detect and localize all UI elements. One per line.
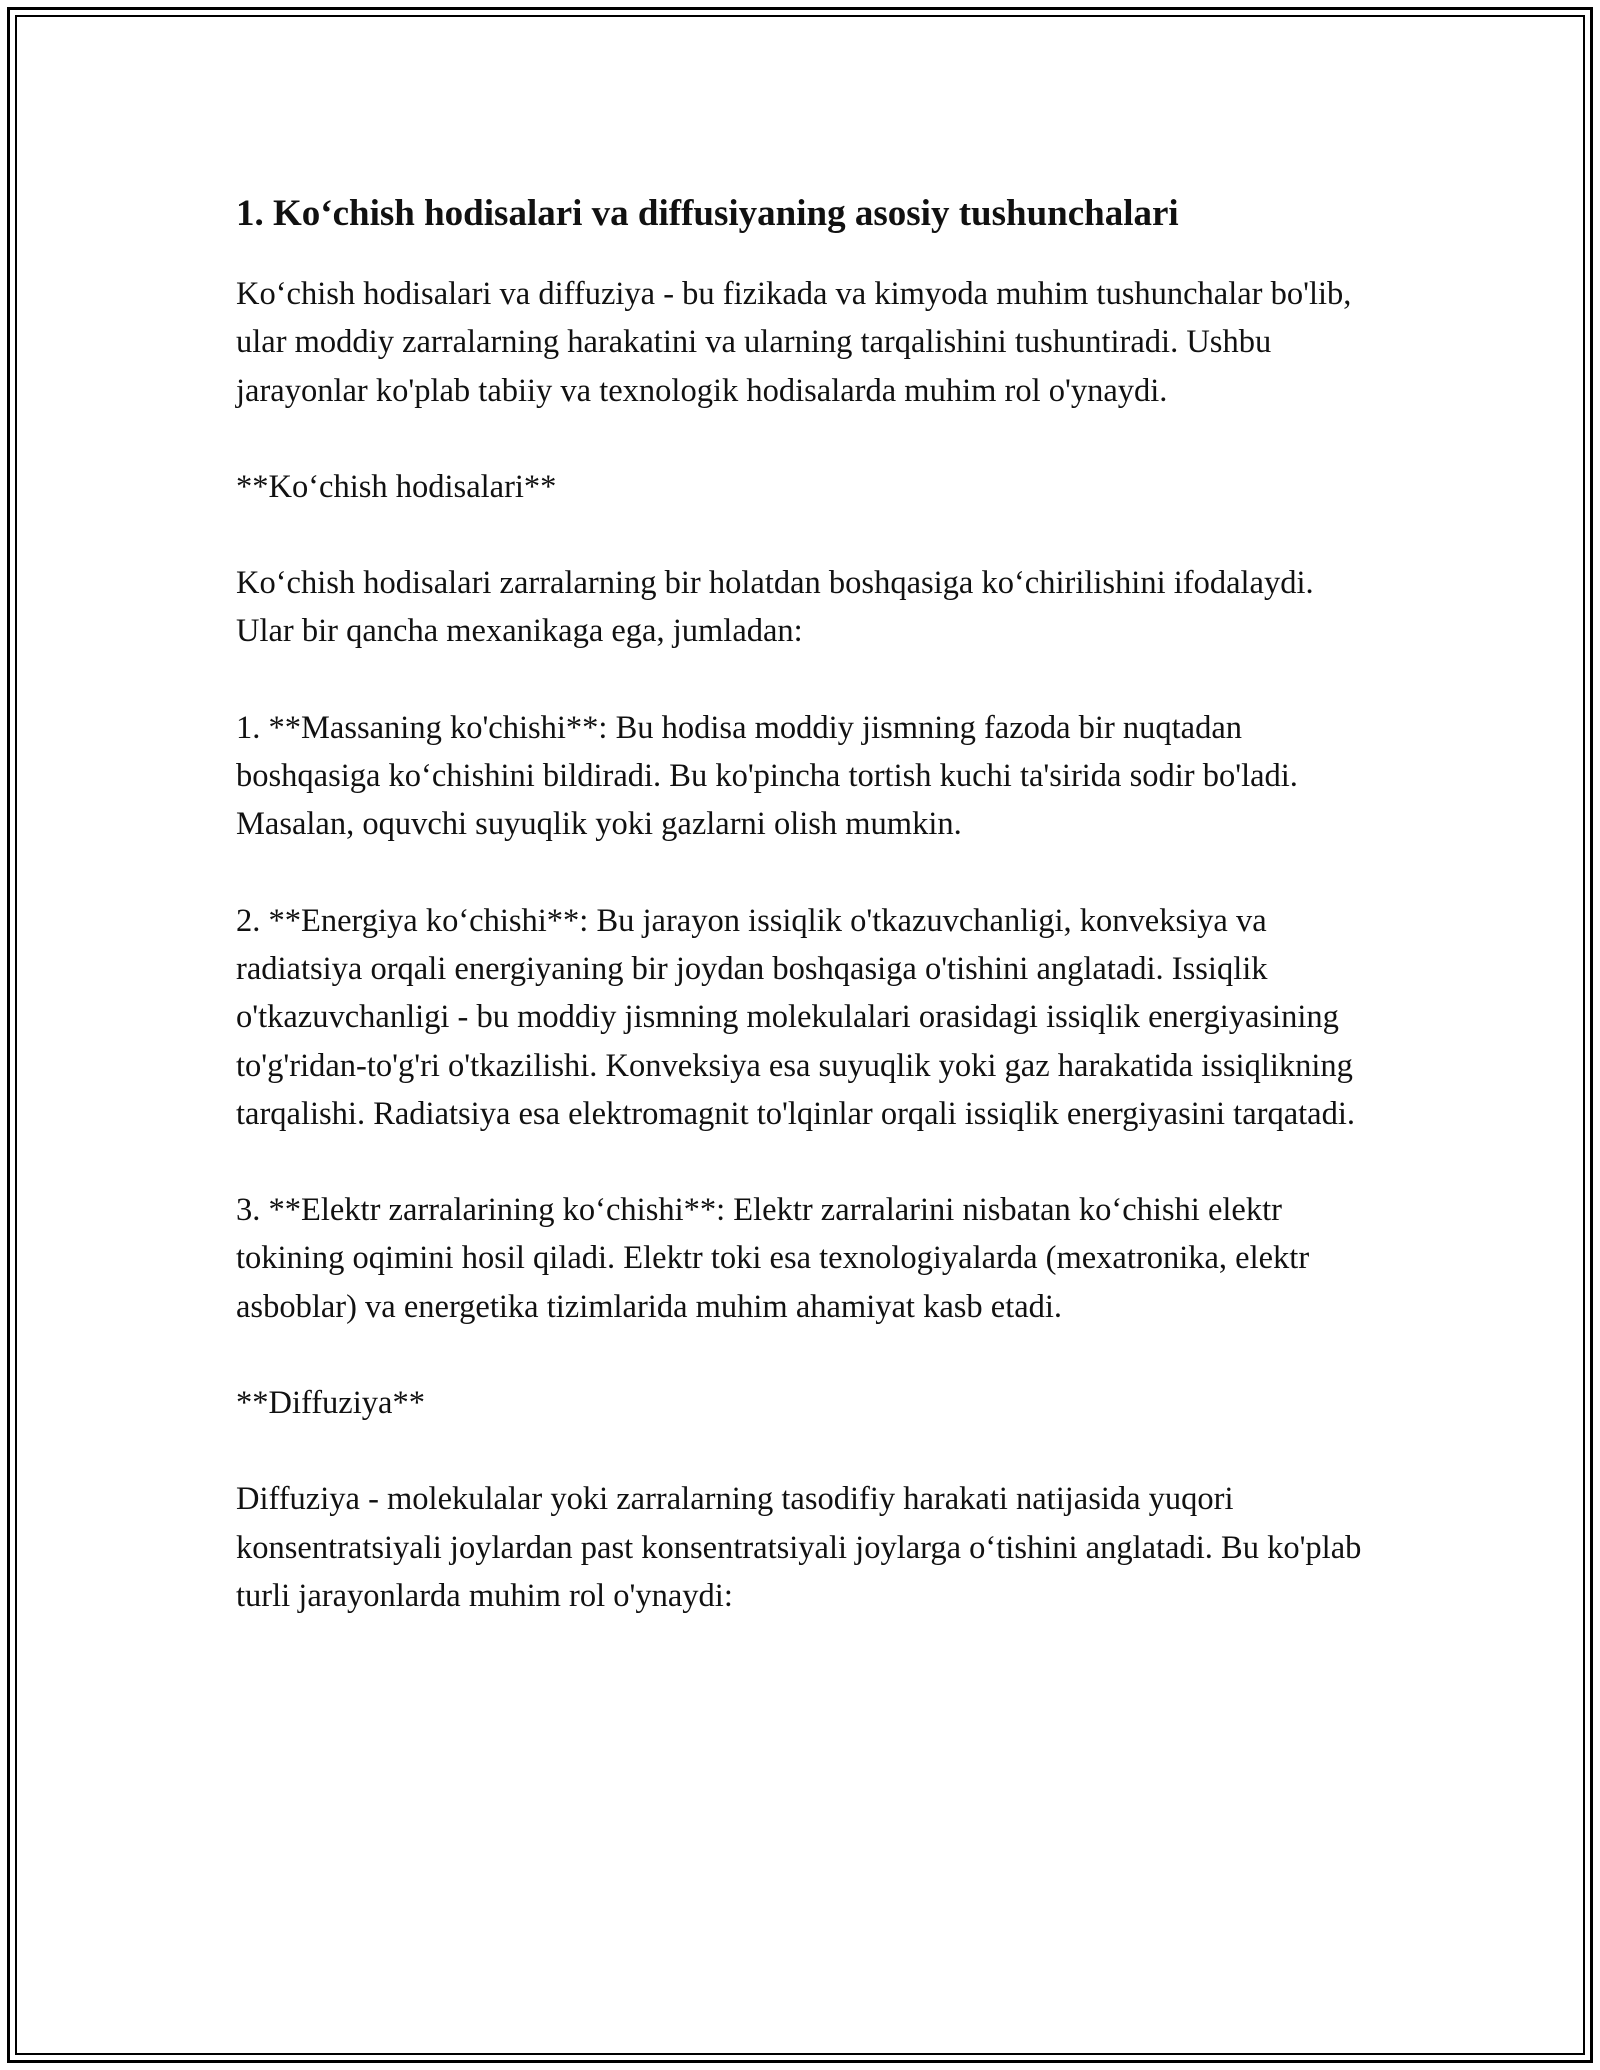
subheading-diffuziya: **Diffuziya**: [236, 1385, 425, 1422]
kochish-definition-paragraph: Ko‘chish hodisalari zarralarning bir holatdan boshqasiga ko‘chirilishini ifodalaydi. Ular bir qancha mexanikaga ega, jumladan:: [236, 565, 1314, 650]
subheading-kochish: **Ko‘chish hodisalari**: [236, 468, 557, 505]
list-item-energy-transfer: 2. **Energiya ko‘chishi**: Bu jarayon issiqlik o'tkazuvchanligi, konveksiya va radiatsiya orqali energiyaning bir joydan boshqasiga o'tishini anglatadi. Issiqlik o'tkazuvchanligi - bu moddiy jismning molekulalari orasidagi issiqlik energiyasining to'g'ridan-to'g'ri o'tkazilishi. Konveksiya esa suyuqlik yoki gaz harakatida issiqlikning tarqalishi. Radiatsiya esa elektromagnit to'lqinlar orqali issiqlik energiyasini tarqatadi.: [236, 902, 1355, 1132]
intro-paragraph: Ko‘chish hodisalari va diffuziya - bu fizikada va kimyoda muhim tushunchalar bo'lib, ular moddiy zarralarning harakatini va ularning tarqalishini tushuntiradi. Ushbu jarayonlar ko'plab tabiiy va texnologik hodisalarda muhim rol o'ynaydi.: [236, 276, 1352, 409]
diffuziya-definition-paragraph: Diffuziya - molekulalar yoki zarralarning tasodifiy harakati natijasida yuqori konsentratsiyali joylardan past konsentratsiyali joylarga o‘tishini anglatadi. Bu ko'plab turli jarayonlarda muhim rol o'ynaydi:: [236, 1481, 1362, 1614]
section-heading: 1. Ko‘chish hodisalari va diffusiyaning asosiy tushunchalari: [236, 193, 1179, 234]
list-item-mass-transfer: 1. **Massaning ko'chishi**: Bu hodisa moddiy jismning fazoda bir nuqtadan boshqasiga ko‘chishini bildiradi. Bu ko'pincha tortish kuchi ta'sirida sodir bo'ladi. Masalan, oquvchi suyuqlik yoki gazlarni olish mumkin.: [236, 709, 1298, 843]
list-item-charge-transfer: 3. **Elektr zarralarining ko‘chishi**: Elektr zarralarini nisbatan ko‘chishi elektr tokining oqimini hosil qiladi. Elektr toki esa texnologiyalarda (mexatronika, elektr asboblar) va energetika tizimlarida muhim ahamiyat kasb etadi.: [236, 1192, 1310, 1325]
document-body: [236, 188, 1366, 1620]
